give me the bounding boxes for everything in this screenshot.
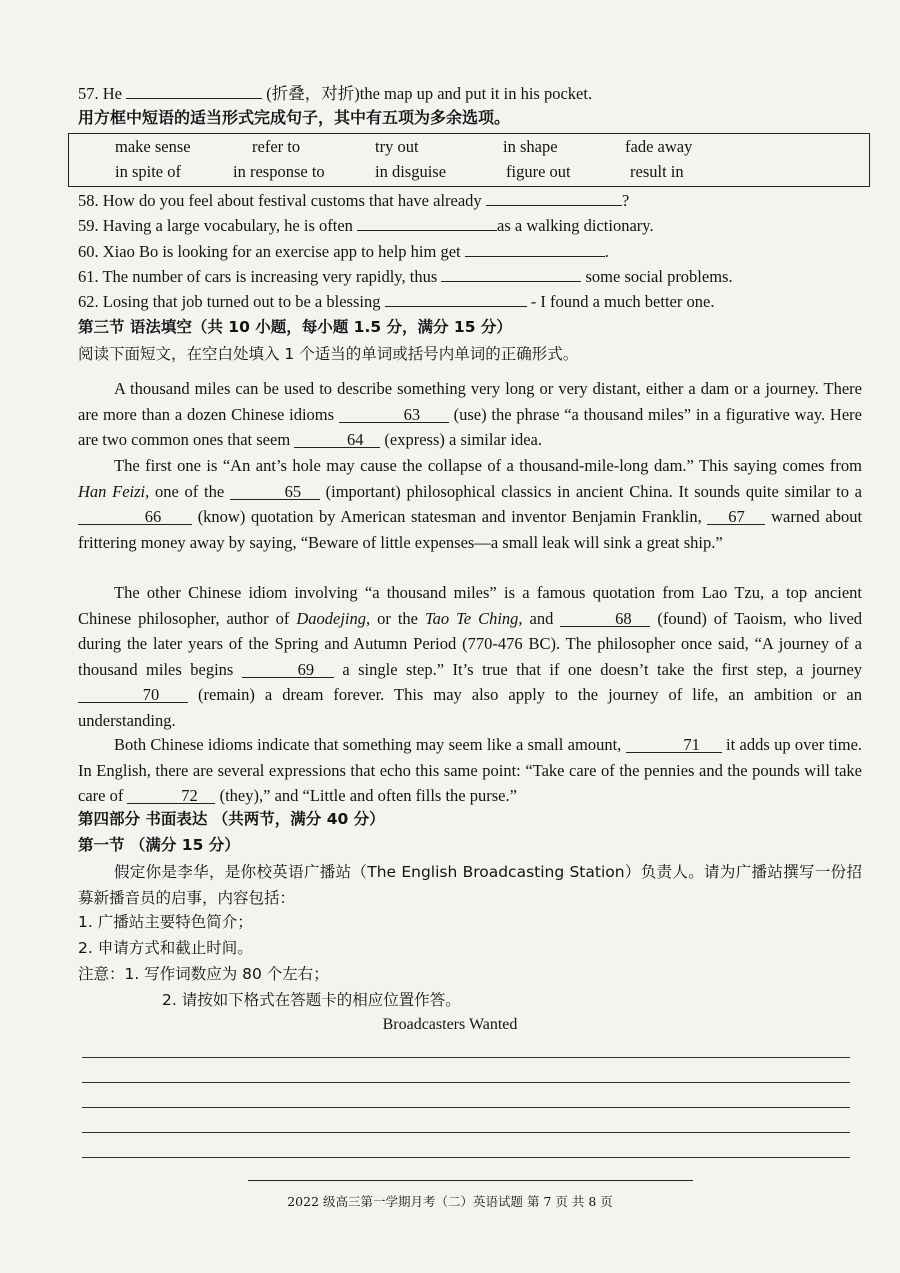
answer-blank[interactable]: [441, 264, 581, 282]
book-title: Tao Te Ching: [424, 608, 519, 628]
answer-blank[interactable]: [357, 213, 497, 231]
answer-blank[interactable]: [486, 188, 622, 206]
answer-blank-67[interactable]: 67: [707, 504, 765, 525]
question-text: Xiao Bo is looking for an exercise app to help him get: [102, 242, 461, 261]
passage-text: A thousand miles can be used to describe something very long or very distant, either a dam or a journey. There are more than a dozen Chinese idioms: [78, 379, 862, 424]
answer-blank-69[interactable]: 69: [242, 657, 334, 678]
question-text: Having a large vocabulary, he is often: [102, 216, 353, 235]
note-label: 注意：: [78, 965, 125, 983]
question-text: .: [604, 242, 609, 261]
task-note: [78, 963, 329, 985]
phrase-options-box: [68, 133, 870, 187]
question-text: How do you feel about festival customs that have already: [102, 191, 482, 210]
passage-text: (know) quotation by American statesman and inventor Benjamin Franklin,: [197, 507, 702, 527]
writing-line[interactable]: [82, 1107, 850, 1108]
question-58: [78, 188, 629, 212]
passage-text: warned about frittering money away by saying, “Beware of little expenses—a small leak will sink a great ship.”: [78, 507, 863, 552]
phrase-instruction: 用方框中短语的适当形式完成句子，其中有五项为多余选项。: [78, 108, 511, 127]
passage-paragraph-1: [78, 376, 862, 453]
book-title: Han Feizi: [78, 481, 146, 501]
passage-text: (found) of Taoism, who lived during the later years of the Spring and Autumn Period (770-476 BC). The philosopher once said, “A journey of a thousand miles begins: [78, 608, 863, 679]
passage-text: (express) a similar idea.: [384, 430, 543, 450]
note-item-2: 2. 请按如下格式在答题卡的相应位置作答。: [162, 991, 461, 1009]
passage-text: , one of the: [145, 481, 225, 501]
passage-text: The first one is “An ant’s hole may cause the collapse of a thousand-mile-long dam.” This saying comes from: [114, 456, 862, 475]
part-4-section-1: 第一节 （满分 15 分）: [78, 836, 240, 854]
book-title: Daodejing: [296, 608, 367, 628]
passage-text: a single step.” It’s true that if one doesn’t take the first step, a journey: [342, 659, 863, 679]
passage-text: , or the: [366, 608, 418, 628]
question-number: 61.: [78, 267, 99, 286]
passage-text: (remain) a dream forever. This may also apply to the journey of life, an ambition or an understanding.: [78, 685, 863, 730]
option-phrase: try out: [375, 137, 419, 156]
writing-task-intro: 假定你是李华，是你校英语广播站（The English Broadcasting Station）负责人。请为广播站撰写一份招募新播音员的启事，内容包括：: [78, 863, 862, 907]
hint-text: (折叠，对折): [266, 84, 360, 103]
question-text: as a walking dictionary.: [497, 216, 654, 235]
passage-text: Both Chinese idioms indicate that something may seem like a small amount,: [114, 735, 622, 754]
question-number: 60.: [78, 242, 99, 261]
question-number: 57.: [78, 84, 99, 103]
answer-blank-63[interactable]: 63: [339, 402, 449, 423]
writing-line[interactable]: [82, 1157, 850, 1158]
question-60: [78, 239, 609, 263]
question-number: 58.: [78, 191, 99, 210]
writing-line[interactable]: [82, 1057, 850, 1058]
passage-paragraph-3: [78, 580, 862, 734]
writing-line[interactable]: [82, 1082, 850, 1083]
passage-text: The other Chinese idiom involving “a thousand miles” is a famous quotation from Lao Tzu, a top ancient Chinese philosopher, author of: [78, 583, 862, 628]
section-3-instruction: 阅读下面短文，在空白处填入 1 个适当的单词或括号内单词的正确形式。: [78, 345, 579, 363]
option-phrase: refer to: [252, 137, 301, 156]
question-text: Losing that job turned out to be a blessing: [102, 292, 381, 311]
part-4-title: 第四部分 书面表达 （共两节，满分 40 分）: [78, 810, 385, 828]
question-59: [78, 213, 654, 237]
page-footer: 2022 级高三第一学期月考（二）英语试题 第 7 页 共 8 页: [287, 1194, 613, 1209]
passage-text: , and: [518, 608, 554, 628]
answer-blank-72[interactable]: 72: [127, 783, 215, 804]
option-phrase: in response to: [233, 162, 325, 181]
passage-paragraph-2: [78, 453, 862, 555]
question-text: the map up and put it in his pocket.: [359, 84, 593, 103]
option-phrase: in disguise: [375, 162, 447, 181]
option-phrase: result in: [630, 162, 684, 181]
answer-blank-68[interactable]: 68: [560, 606, 650, 627]
task-item-1: 1. 广播站主要特色简介；: [78, 913, 253, 931]
answer-blank[interactable]: [385, 289, 527, 307]
question-62: [78, 289, 714, 313]
answer-blank-65[interactable]: 65: [230, 479, 320, 500]
note-item-1: 1. 写作词数应为 80 个左右；: [124, 965, 329, 983]
question-61: [78, 264, 733, 288]
option-phrase: figure out: [506, 162, 571, 181]
passage-text: (they),” and “Little and often fills the purse.”: [219, 786, 517, 806]
footer-divider: [248, 1180, 693, 1181]
passage-paragraph-4: [78, 732, 862, 809]
passage-text: it adds up over time. In English, there are several expressions that echo this same point: “Take care of the pennies and the pounds will take care of: [78, 735, 863, 806]
option-phrase: in spite of: [115, 162, 181, 181]
option-phrase: make sense: [115, 137, 191, 156]
answer-blank-71[interactable]: 71: [626, 732, 722, 753]
section-3-title: 第三节 语法填空（共 10 小题，每小题 1.5 分，满分 15 分）: [78, 318, 512, 336]
writing-heading: Broadcasters Wanted: [382, 1016, 518, 1033]
question-number: 62.: [78, 292, 99, 311]
question-text: ?: [621, 191, 630, 210]
passage-text: (important) philosophical classics in ancient China. It sounds quite similar to a: [325, 481, 862, 501]
passage-text: (use) the phrase “a thousand miles” in a figurative way. Here are two common ones that seem: [78, 404, 862, 450]
writing-line[interactable]: [82, 1132, 850, 1133]
question-number: 59.: [78, 216, 99, 235]
option-phrase: in shape: [503, 137, 558, 156]
answer-blank-70[interactable]: 70: [78, 682, 188, 703]
answer-blank[interactable]: [465, 239, 605, 257]
answer-blank[interactable]: [126, 81, 262, 99]
option-phrase: fade away: [625, 137, 693, 156]
question-text: - I found a much better one.: [530, 292, 715, 311]
answer-blank-66[interactable]: 66: [78, 504, 192, 525]
task-item-2: 2. 申请方式和截止时间。: [78, 939, 253, 957]
question-text: The number of cars is increasing very rapidly, thus: [102, 267, 438, 286]
question-text: He: [102, 84, 122, 103]
question-57: [78, 81, 592, 105]
answer-blank-64[interactable]: 64: [294, 427, 380, 448]
question-text: some social problems.: [585, 267, 733, 286]
